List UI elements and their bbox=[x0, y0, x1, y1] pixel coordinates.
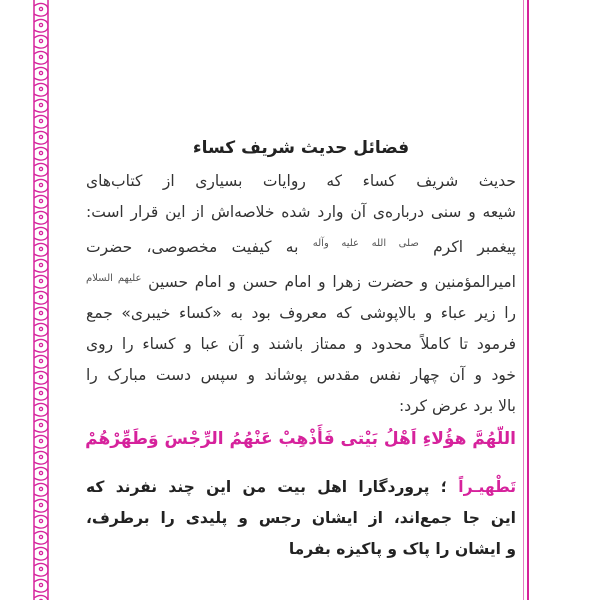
border-ornament-dot bbox=[39, 583, 42, 586]
border-ornament bbox=[34, 355, 48, 368]
page-title: فضائل حدیث شریف کساء bbox=[192, 138, 410, 158]
border-ornament bbox=[34, 291, 48, 304]
border-ornament bbox=[34, 131, 48, 144]
border-ornament bbox=[34, 83, 48, 96]
border-ornament bbox=[34, 259, 48, 272]
text-line: فرمود تا کاملاً محدود و ممتاز باشند و آن عبا و کساء را روی bbox=[86, 335, 516, 354]
border-ornament bbox=[34, 339, 48, 352]
border-ornament-dot bbox=[39, 407, 42, 410]
border-ornament-dot bbox=[39, 39, 42, 42]
border-ornament-dot bbox=[39, 279, 42, 282]
border-ornament-dot bbox=[39, 487, 42, 490]
text-line bbox=[86, 263, 516, 298]
border-ornament-dot bbox=[39, 183, 42, 186]
border-ornament bbox=[34, 467, 48, 480]
border-ornament bbox=[34, 419, 48, 432]
border-ornament bbox=[34, 51, 48, 64]
frame-right-line-inner bbox=[523, 0, 524, 600]
paragraph-narration bbox=[86, 228, 516, 422]
border-ornament bbox=[34, 211, 48, 224]
border-ornament-dot bbox=[39, 247, 42, 250]
border-ornament bbox=[34, 371, 48, 384]
border-ornament bbox=[34, 307, 48, 320]
paragraph-intro bbox=[86, 166, 516, 228]
border-ornament bbox=[34, 35, 48, 48]
border-ornament bbox=[34, 67, 48, 80]
arabic-line: اللّهُمَّ هؤُلاءِ اَهْلُ بَيْتى فَأَذْهِبْ عَنْهُمُ الرِّجْسَ وَطَهِّرْهُمْ bbox=[85, 429, 516, 450]
translation-block bbox=[86, 472, 516, 565]
border-ornament-dot bbox=[39, 327, 42, 330]
border-ornament bbox=[34, 147, 48, 160]
border-ornament-dot bbox=[39, 423, 42, 426]
border-ornament-dot bbox=[39, 503, 42, 506]
text-fragment: ؛ پروردگارا اهل بیت من این چند نفرند که bbox=[86, 477, 447, 496]
border-ornament bbox=[34, 563, 48, 576]
border-ornament bbox=[34, 515, 48, 528]
border-ornament bbox=[34, 19, 48, 32]
border-ornament bbox=[34, 435, 48, 448]
border-ornament-dot bbox=[39, 375, 42, 378]
border-ornament bbox=[34, 179, 48, 192]
border-ornament-dot bbox=[39, 455, 42, 458]
border-ornament-dot bbox=[39, 535, 42, 538]
border-ornament-dot bbox=[39, 231, 42, 234]
border-ornament-dot bbox=[39, 23, 42, 26]
text-line: را زیر عباء و بالاپوشی که معروف بود به «کساء خیبری» جمع bbox=[86, 304, 516, 323]
border-ornament bbox=[34, 547, 48, 560]
border-ornament bbox=[34, 403, 48, 416]
border-ornament bbox=[34, 483, 48, 496]
border-ornament bbox=[34, 243, 48, 256]
document-content bbox=[86, 138, 516, 580]
border-ornament bbox=[34, 3, 48, 16]
text-line: این جا جمع‌اند، از ایشان رجس و پلیدی را برطرف، bbox=[86, 508, 516, 527]
text-line bbox=[86, 472, 516, 503]
border-ornament bbox=[34, 323, 48, 336]
text-fragment: به کیفیت مخصوصی، حضرت bbox=[86, 238, 299, 257]
text-line: شیعه و سنی درباره‌ی آن وارد شده خلاصه‌اش از این قرار است: bbox=[86, 203, 516, 221]
border-ornament-dot bbox=[39, 567, 42, 570]
text-line: بالا برد عرض کرد: bbox=[398, 397, 516, 416]
text-line: و ایشان را پاک و پاکیزه بفرما bbox=[288, 539, 516, 558]
text-line: خود و آن چهار نفس مقدس پوشاند و سپس دست مبارک را bbox=[86, 366, 516, 385]
border-ornament bbox=[34, 387, 48, 400]
border-ornament bbox=[34, 163, 48, 176]
border-ornament-dot bbox=[39, 343, 42, 346]
border-ornament-dot bbox=[39, 519, 42, 522]
border-ornament-dot bbox=[39, 359, 42, 362]
border-ornament bbox=[34, 227, 48, 240]
text-line: حدیث شریف کساء که روایات بسیاری از کتاب‌های bbox=[86, 172, 516, 190]
border-ornament bbox=[34, 195, 48, 208]
border-ornament bbox=[34, 579, 48, 592]
border-ornament bbox=[34, 99, 48, 112]
arabic-continuation: تَطْهيـراً bbox=[458, 477, 517, 496]
border-ornament-dot bbox=[39, 55, 42, 58]
border-ornament-dot bbox=[39, 199, 42, 202]
decorative-border bbox=[30, 0, 52, 600]
border-ornament-dot bbox=[39, 263, 42, 266]
border-ornament-dot bbox=[39, 439, 42, 442]
border-ornament-dot bbox=[39, 151, 42, 154]
border-ornament-dot bbox=[39, 167, 42, 170]
border-ornament bbox=[34, 275, 48, 288]
border-ornament-dot bbox=[39, 103, 42, 106]
border-ornament-dot bbox=[39, 311, 42, 314]
text-fragment: پیغمبر اکرم bbox=[433, 238, 516, 257]
border-ornament bbox=[34, 115, 48, 128]
border-ornament bbox=[34, 451, 48, 464]
border-ornament-dot bbox=[39, 551, 42, 554]
text-fragment: امیرالمؤمنین و حضرت زهرا و امام حسن و امام حسین bbox=[148, 273, 516, 292]
border-ornament-dot bbox=[39, 295, 42, 298]
frame-right-line bbox=[527, 0, 529, 600]
border-ornament-dot bbox=[39, 391, 42, 394]
border-ornament-dot bbox=[39, 71, 42, 74]
border-ornament-dot bbox=[39, 471, 42, 474]
border-ornament-dot bbox=[39, 215, 42, 218]
border-ornament-dot bbox=[39, 7, 42, 10]
border-ornament-dot bbox=[39, 119, 42, 122]
honorific-mark: عليهم السلام bbox=[86, 273, 142, 285]
border-ornament bbox=[34, 531, 48, 544]
arabic-supplication bbox=[86, 422, 516, 456]
border-ornament-dot bbox=[39, 87, 42, 90]
border-ornament-dot bbox=[39, 135, 42, 138]
text-line bbox=[86, 228, 516, 263]
honorific-mark: صلى الله عليه وآله bbox=[312, 238, 419, 249]
border-ornament bbox=[34, 499, 48, 512]
